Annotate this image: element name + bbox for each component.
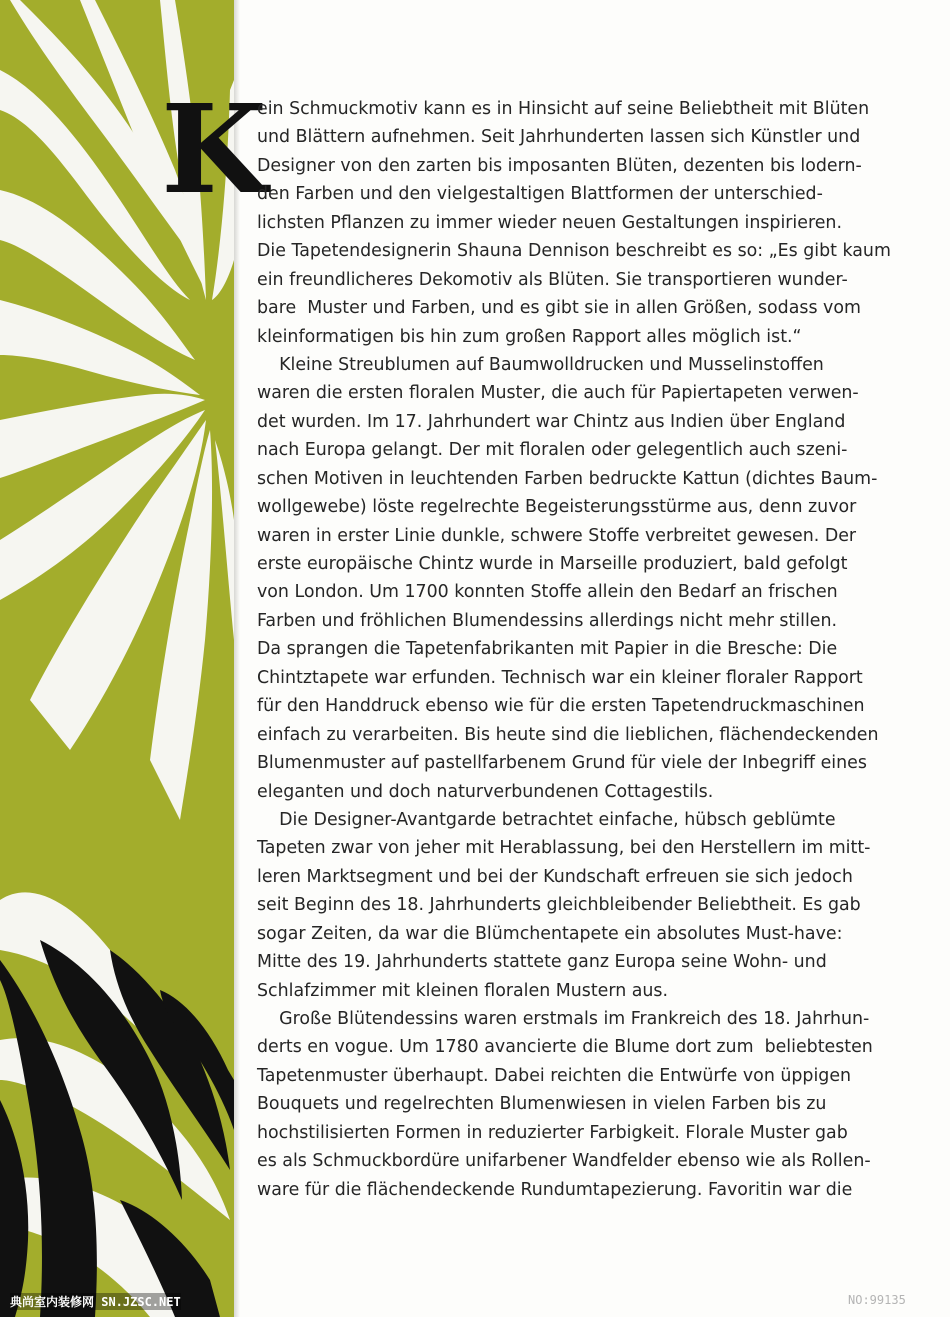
text-line: Bouquets und regelrechten Blumenwiesen in vielen Farben bis zu: [257, 1094, 827, 1115]
watermark-left: 典尚室内装修网 SN.JZSC.NET: [10, 1295, 181, 1309]
text-line: Kleine Streublumen auf Baumwolldrucken und Musselinstoffen: [257, 354, 824, 375]
text-line: Die Designer-Avantgarde betrachtet einfache, hübsch geblümte: [257, 809, 836, 830]
text-line: waren die ersten floralen Muster, die auch für Papiertapeten verwen-: [257, 383, 859, 404]
text-line: den Farben und den vielgestaltigen Blattformen der unterschied-: [257, 184, 823, 205]
text-line: Tapeten zwar von jeher mit Herablassung, bei den Herstellern im mitt-: [257, 838, 871, 859]
text-line: nach Europa gelangt. Der mit floralen oder gelegentlich auch szeni-: [257, 440, 848, 461]
white-leaf: [215, 440, 234, 640]
text-line: Farben und fröhlichen Blumendessins allerdings nicht mehr stillen.: [257, 610, 838, 631]
text-line: seit Beginn des 18. Jahrhunderts gleichbleibender Beliebtheit. Es gab: [257, 895, 861, 916]
dark-leaf: [0, 1100, 28, 1317]
text-line: Da sprangen die Tapetenfabrikanten mit Papier in die Bresche: Die: [257, 639, 838, 660]
text-line: einfach zu verarbeiten. Bis heute sind die lieblichen, flächendeckenden: [257, 724, 879, 745]
text-line: Große Blütendessins waren erstmals im Frankreich des 18. Jahrhun-: [257, 1009, 870, 1029]
text-line: hochstilisierten Formen in reduzierter Farbigkeit. Florale Muster gab: [257, 1122, 848, 1143]
text-line: wollgewebe) löste regelrechte Begeisterungsstürme aus, denn zuvor: [257, 497, 857, 518]
text-line: Schlafzimmer mit kleinen floralen Mustern aus.: [257, 980, 669, 1001]
text-line: kleinformatigen bis hin zum großen Rapport alles möglich ist.“: [257, 326, 802, 347]
text-line: derts en vogue. Um 1780 avancierte die Blume dort zum beliebtesten: [257, 1037, 873, 1058]
text-line: erste europäische Chintz wurde in Marseille produziert, bald gefolgt: [257, 554, 848, 574]
text-line: det wurden. Im 17. Jahrhundert war Chintz aus Indien über England: [257, 411, 846, 432]
drop-cap-letter: K: [161, 77, 268, 221]
text-line: ware für die flächendeckende Rundumtapezierung. Favoritin war die: [257, 1179, 853, 1200]
text-line: lichsten Pflanzen zu immer wieder neuen Gestaltungen inspirieren.: [257, 212, 842, 233]
text-line: leren Marktsegment und bei der Kundschaft erfreuen sie sich jedoch: [257, 866, 853, 887]
text-line: Chintztapete war erfunden. Technisch war ein kleiner floraler Rapport: [257, 667, 863, 688]
watermark-right: NO:99135: [848, 1293, 906, 1307]
white-leaf: [0, 300, 200, 395]
text-line: Designer von den zarten bis imposanten Blüten, dezenten bis lodern-: [257, 155, 862, 176]
text-line: Tapetenmuster überhaupt. Dabei reichten die Entwürfe von üppigen: [257, 1065, 852, 1086]
text-line: von London. Um 1700 konnten Stoffe allein den Bedarf an frischen: [257, 582, 838, 603]
text-line: für den Handdruck ebenso wie für die ersten Tapetendruckmaschinen: [257, 696, 865, 717]
text-line: Die Tapetendesignerin Shauna Dennison beschreibt es so: „Es gibt kaum: [257, 241, 891, 262]
text-line: sogar Zeiten, da war die Blümchentapete ein absolutes Must-have:: [257, 923, 843, 944]
text-line: waren in erster Linie dunkle, schwere Stoffe verbreitet gewesen. Der: [257, 525, 857, 546]
text-line: ein Schmuckmotiv kann es in Hinsicht auf seine Beliebtheit mit Blüten: [257, 99, 870, 119]
article-body: [257, 95, 925, 1204]
text-line: und Blättern aufnehmen. Seit Jahrhunderten lassen sich Künstler und: [257, 127, 861, 148]
text-line: es als Schmuckbordüre unifarbener Wandfelder ebenso wie als Rollen-: [257, 1151, 871, 1172]
text-line: bare Muster und Farben, und es gibt sie in allen Größen, sodass vom: [257, 298, 861, 319]
text-line: ein freundlicheres Dekomotiv als Blüten. Sie transportieren wunder-: [257, 269, 848, 290]
text-line: eleganten und doch naturverbundenen Cottagestils.: [257, 781, 714, 802]
text-line: schen Motiven in leuchtenden Farben bedruckte Kattun (dichtes Baum-: [257, 468, 878, 489]
text-line: Mitte des 19. Jahrhunderts stattete ganz Europa seine Wohn- und: [257, 952, 827, 973]
text-line: Blumenmuster auf pastellfarbenem Grund für viele der Inbegriff eines: [257, 753, 867, 774]
